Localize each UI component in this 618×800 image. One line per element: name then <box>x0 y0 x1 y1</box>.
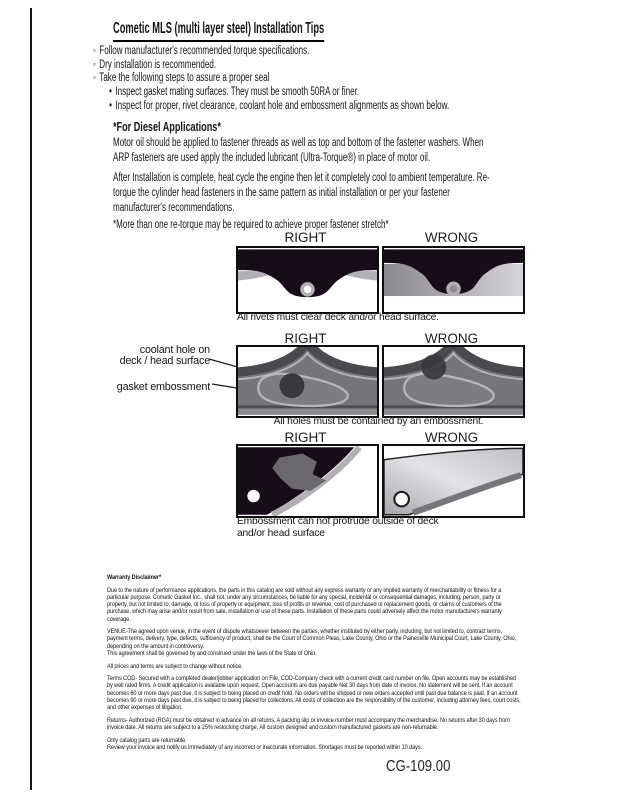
warranty-title: Warranty Disclaimer* <box>107 574 162 581</box>
rivet-icon <box>300 282 315 297</box>
bullet-icon: • <box>109 86 112 99</box>
tip-item <box>93 59 449 73</box>
tip-text: Inspect for proper, rivet clearance, coolant hole and embossment alignments as shown below. <box>115 99 450 112</box>
row1-wrong-label: WRONG <box>424 230 479 245</box>
tip-subitem <box>93 100 449 114</box>
row3-right-label: RIGHT <box>284 430 327 445</box>
row3-caption-line1: Embossment can not protrude outside of deck <box>237 516 439 527</box>
row3-wrong-label: WRONG <box>424 430 479 445</box>
warranty-paragraph: Returns- Authorized (RGA) must be obtained in advance on all returns. A packing slip or invoice number must accompany the merchandise. No returns after 30 days from invoice date. All returns are subject to a 25% restocking charge. All custom designed and custom manufactured gaskets are non-returnable. <box>107 716 510 731</box>
coolant-hole <box>421 355 446 380</box>
left-margin-rule <box>30 8 32 790</box>
warranty-paragraph: This agreement shall be governed by and construed under the laws of the State of Ohio. <box>107 649 317 657</box>
warranty-paragraph: Review your invoice and notify us immediately of any incorrect or inaccurate information. Shortages must be reported within 10 days. <box>107 743 422 751</box>
bolt-hole <box>247 490 259 502</box>
diesel-paragraph-1: Motor oil should be applied to fastener threads as well as top and bottom of the fastener washers. When ARP fasteners are used apply the included lubricant (Ultra-Torque®) in place of motor oil. <box>113 137 484 165</box>
warranty-paragraph: All prices and terms are subject to change without notice. <box>107 662 243 670</box>
tip-text: Dry installation is recommended. <box>99 58 217 71</box>
diagram-embossment-wrong <box>382 345 525 418</box>
warranty-paragraph: Terms COD- Secured with a completed dealer/jobber application on File, COD-Company check with a current credit card number on file. Open accounts may be established by well rated firms. A credit application is available upon request. Open accounts are due payable Net 30 days from date of invoice. No statement will be sent. If an account becomes 60 or more days past due, it is subject to being placed on credit hold. No orders will be shipped or new orders accepted until past due balance is paid. If an account becomes 90 or more days past due, it is subject to being placed for collections. All costs of collection are the responsibility of the customer, including attorney fees, court costs, and other expenses of litigation. <box>107 675 521 712</box>
diagram-protrusion-right <box>236 444 379 518</box>
row1-caption: All rivets must clear deck and/or head surface. <box>237 312 439 323</box>
tip-item <box>93 45 449 59</box>
diesel-heading: *For Diesel Applications* <box>113 119 221 134</box>
row2-side-labels <box>80 345 210 393</box>
row3-caption-line2: and/or head surface <box>237 528 325 539</box>
embossment-label: gasket embossment <box>116 380 210 393</box>
bullet-icon: ◦ <box>93 72 96 85</box>
tip-text: Take the following steps to assure a proper seal <box>99 72 270 85</box>
coolant-hole-label: coolant hole on deck / head surface <box>119 344 210 368</box>
row2-caption: All holes must be contained by an embossment. <box>273 416 484 427</box>
tip-text: Inspect gasket mating surfaces. They must be smooth 50RA or finer. <box>115 86 360 99</box>
warranty-disclaimer <box>107 574 521 757</box>
warranty-paragraph: Only catalog parts are returnable. <box>107 736 187 744</box>
warranty-paragraph: VENUE-The agreed upon venue, in the event of dispute whatsoever between the parties, whether instituted by either party, including, but not limited to, contract terms, payment terms, delivery, type, defects, sufficiency of product, shall be the Court of Common Pleas, Lake County, Ohio or the Painesville Municipal Court, Lake County, Ohio, depending on the amount in controversy. <box>107 628 517 650</box>
diagram-rivet-wrong <box>382 246 525 314</box>
coolant-hole <box>279 373 304 398</box>
bullet-icon: ◦ <box>93 58 96 71</box>
bullet-icon: ◦ <box>93 45 96 57</box>
tip-item <box>93 72 449 86</box>
page-title: Cometic MLS (multi layer steel) Installation Tips <box>113 20 324 42</box>
row2-right-label: RIGHT <box>284 331 327 346</box>
tip-subitem <box>93 86 449 100</box>
tips-list <box>93 45 449 114</box>
retorque-note: *More than one re-torque may be required to achieve proper fastener stretch* <box>113 219 389 231</box>
page-title-wrap <box>113 20 324 42</box>
bolt-hole <box>394 492 409 507</box>
diagram-rivet-right <box>236 246 379 314</box>
rivet-icon <box>446 282 461 297</box>
row2-wrong-label: WRONG <box>424 331 479 346</box>
diagram-embossment-right <box>236 345 379 418</box>
row1-right-label: RIGHT <box>284 230 327 245</box>
warranty-paragraph: Due to the nature of performance applications, the parts in this catalog are sold without any express warranty or any implied warranty of merchantability or fitness for a particular purpose. Cometic Gasket Inc., shall not, under any circumstances, be liable for any special, incidental or consequential damages, including, person, party or property, but not limited to, damage, or loss of property or equipment, loss of profits or revenue, cost of purchased or replacement goods, or claims of customers of the purchase, which may arise and/or result from sale, installation or use of these parts. Installation of these parts could adversely affect the motor manufacturers warranty coverage. <box>107 586 502 623</box>
tip-text: Follow manufacturer's recommended torque specifications. <box>99 45 310 57</box>
diesel-paragraph-2: After Installation is complete, heat cycle the engine then let it completely cool to ambient temperature. Re-torque the cylinder head fasteners in the same pattern as initial installation or per your fastener manufacturer's recommendations. <box>113 172 490 215</box>
diagram-protrusion-wrong <box>382 444 525 518</box>
bullet-icon: • <box>109 99 112 112</box>
catalog-code: CG-109.00 <box>386 758 451 775</box>
